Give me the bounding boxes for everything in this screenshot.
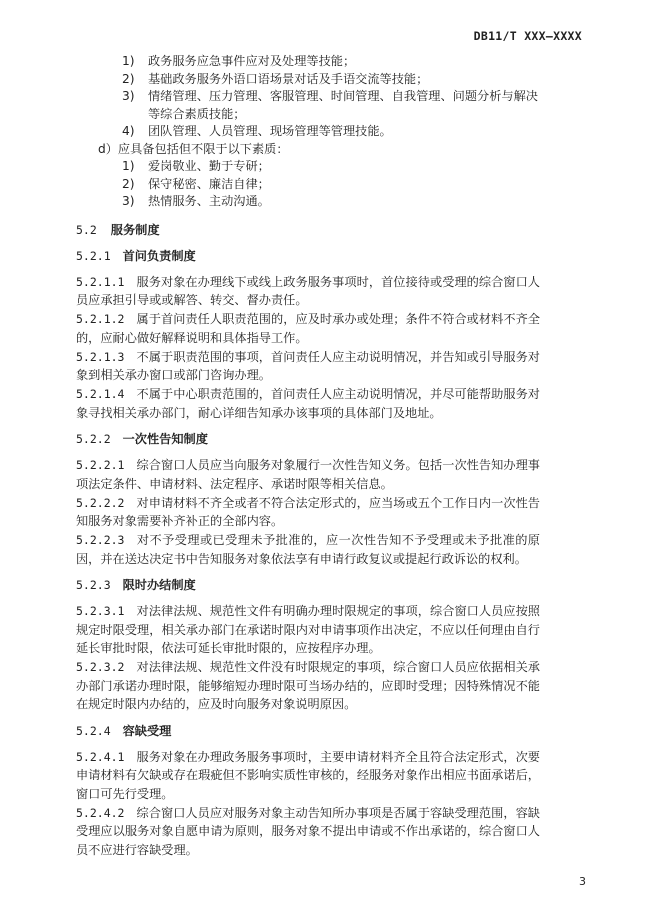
clause-number: 5.2.1.1: [76, 274, 125, 289]
section-heading: [76, 723, 540, 740]
clause-number: 5.2.4.1: [76, 749, 125, 764]
clause-text: 属于首问责任人职责范围的，应及时承办或处理；条件不符合或材料不齐全的，应耐心做好解释说明和具体指导工作。: [76, 312, 540, 345]
section-number: 5.2.3: [76, 578, 111, 592]
section-title: 容缺受理: [122, 723, 172, 738]
clause-text: 对不予受理或已受理未予批准的，应一次性告知不予受理或未予批准的原因，并在送达决定书中告知服务对象依法享有申请行政复议或提起行政诉讼的权利。: [76, 533, 540, 566]
paragraph: [76, 310, 540, 347]
clause-text: 综合窗口人员应对服务对象主动告知所办事项是否属于容缺受理范围，容缺受理应以服务对象自愿申请为原则，服务对象不提出申请或不作出承诺的，综合窗口人员不应进行容缺受理。: [76, 805, 540, 857]
clause-text: 对法律法规、规范性文件有明确办理时限规定的事项，综合窗口人员应按照规定时限受理，相关承办部门在承诺时限内对申请事项作出决定，不应以任何理由自行延长审批时限，依法可延长审批时限的，应按程序办理。: [76, 604, 540, 655]
list-text: 团队管理、人员管理、现场管理等管理技能。: [148, 124, 392, 138]
section-heading: [76, 431, 540, 448]
list-item: [122, 193, 540, 211]
section-number: 5.2: [76, 222, 97, 237]
list-item-d: d）应具备包括但不限于以下素质：: [98, 141, 289, 156]
list-number: 1): [122, 54, 135, 68]
list-item: [122, 53, 540, 71]
paragraph: [76, 748, 540, 804]
paragraph: [76, 456, 540, 493]
paragraph: [76, 348, 540, 385]
clause-number: 5.2.3.2: [76, 660, 125, 674]
section-heading: [76, 222, 540, 239]
paragraph: [76, 658, 540, 714]
list-text: 基础政务服务外语口语场景对话及手语交流等技能；: [148, 71, 429, 86]
clause-number: 5.2.2.2: [76, 495, 125, 510]
list-number: 3): [122, 89, 135, 103]
list-number: 2): [122, 176, 135, 191]
section-title: 限时办结制度: [122, 578, 196, 592]
section-title: 服务制度: [110, 222, 160, 237]
list-number: 3): [122, 194, 135, 208]
list-text: 热情服务、主动沟通。: [148, 194, 270, 208]
section-heading: [76, 248, 540, 265]
clause-number: 5.2.1.3: [76, 349, 125, 364]
clause-number: 5.2.1.4: [76, 387, 125, 401]
list-text: 情绪管理、压力管理、客服管理、时间管理、自我管理、问题分析与解决等综合素质技能；: [148, 89, 538, 121]
section-title: 一次性告知制度: [122, 432, 208, 446]
clause-number: 5.2.4.2: [76, 805, 125, 820]
list-text: 政务服务应急事件应对及处理等技能；: [148, 54, 356, 68]
paragraph: [76, 804, 540, 860]
list-number: 4): [122, 124, 135, 138]
paragraph: [76, 602, 540, 658]
clause-text: 不属于中心职责范围的，首问责任人应主动说明情况，并尽可能帮助服务对象寻找相关承办部门，耐心详细告知承办该事项的具体部门及地址。: [76, 387, 540, 420]
document-code: DB11/T XXX—XXXX: [473, 29, 582, 43]
list-number: 1): [122, 159, 135, 173]
clause-number: 5.2.2.1: [76, 458, 125, 472]
paragraph: [76, 531, 540, 568]
list-item: [122, 71, 540, 89]
list-item: [122, 158, 540, 176]
clause-text: 对法律法规、规范性文件没有时限规定的事项，综合窗口人员应依据相关承办部门承诺办理时限，能够缩短办理时限可当场办结的，应即时受理；因特殊情况不能在规定时限内办结的，应及时向服务对象说明原因。: [76, 660, 540, 711]
page-number: 3: [579, 875, 586, 888]
section-title: 首问负责制度: [122, 248, 196, 263]
list-number: 2): [122, 71, 135, 86]
section-number: 5.2.4: [76, 723, 111, 738]
clause-text: 服务对象在办理政务服务事项时，主要申请材料齐全且符合法定形式，次要申请材料有欠缺或存在瑕疵但不影响实质性审核的，经服务对象作出相应书面承诺后，窗口可先行受理。: [76, 749, 540, 801]
clause-text: 综合窗口人员应当向服务对象履行一次性告知义务。包括一次性告知办理事项法定条件、申请材料、法定程序、承诺时限等相关信息。: [76, 458, 540, 491]
paragraph: [76, 494, 540, 531]
clause-number: 5.2.2.3: [76, 533, 125, 547]
list-item: [122, 123, 540, 141]
paragraph: [76, 385, 540, 422]
clause-number: 5.2.3.1: [76, 604, 125, 618]
list-item: [122, 88, 540, 123]
section-heading: [76, 577, 540, 594]
clause-text: 不属于职责范围的事项，首问责任人应主动说明情况，并告知或引导服务对象到相关承办窗口或部门咨询办理。: [76, 349, 540, 382]
clause-text: 服务对象在办理线下或线上政务服务事项时，首位接待或受理的综合窗口人员应承担引导或或解答、转交、督办责任。: [76, 274, 540, 307]
list-item: [122, 176, 540, 194]
section-number: 5.2.1: [76, 248, 111, 263]
list-text: 爱岗敬业、勤于专研；: [148, 159, 270, 173]
paragraph: [76, 273, 540, 310]
clause-number: 5.2.1.2: [76, 312, 125, 326]
section-number: 5.2.2: [76, 432, 111, 446]
clause-text: 对申请材料不齐全或者不符合法定形式的，应当场或五个工作日内一次性告知服务对象需要补齐补正的全部内容。: [76, 495, 540, 528]
list-text: 保守秘密、廉洁自律；: [148, 176, 270, 191]
